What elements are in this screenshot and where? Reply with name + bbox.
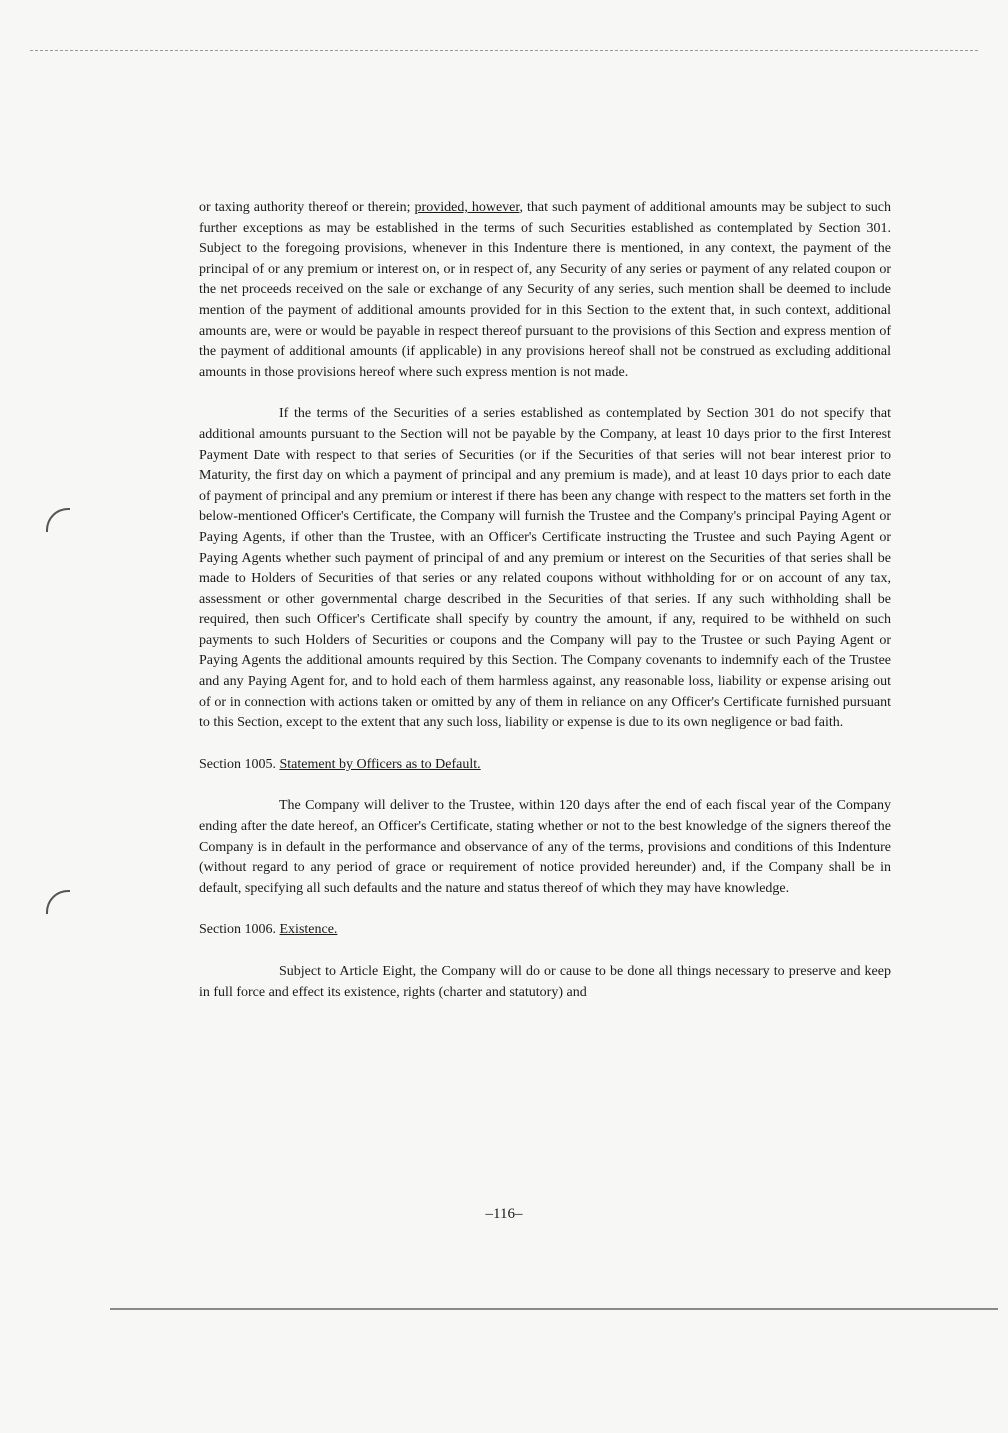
- document-body: [199, 198, 891, 1003]
- paragraph-additional-amounts: [199, 198, 891, 383]
- section-number: Section 1005.: [199, 756, 276, 772]
- paragraph-statement-by-officers: The Company will deliver to the Trustee, within 120 days after the end of each fiscal year of the Company ending after the date hereof, an Officer's Certificate, stating whether or not to the best knowledge of the signers thereof the Company is in default in the performance and observance of any of the terms, provisions and conditions of this Indenture (without regard to any period of grace or requirement of notice provided hereunder) and, if the Company shall be in default, specifying all such defaults and the nature and status thereof of which they may have knowledge.: [199, 798, 891, 896]
- section-1006-heading: [199, 920, 891, 941]
- scan-artifact-top-line: [30, 50, 978, 51]
- underlined-term: provided, however: [414, 200, 520, 215]
- page-number: –116–: [485, 1206, 523, 1222]
- text-run: or taxing authority thereof or therein;: [199, 200, 415, 215]
- section-title: Statement by Officers as to Default.: [279, 756, 481, 772]
- paragraph-withholding: If the terms of the Securities of a series established as contemplated by Section 301 do not specify that additional amounts pursuant to the Section will not be payable by the Company, at least 10 days prior to the first Interest Payment Date with respect to that series of Securities (or if the Securities of that series will not bear interest prior to Maturity, the first day on which a payment of principal and any premium is made), and at least 10 days prior to each date of payment of principal and any premium or interest if there has been any change with respect to the matters set forth in the below-mentioned Officer's Certificate, the Company will furnish the Trustee and the Company's principal Paying Agent or Paying Agents, if other than the Trustee, with an Officer's Certificate instructing the Trustee and such Paying Agent or Paying Agents whether such payment of principal of and any premium or interest on the Securities of that series shall be made to Holders of Securities of that series or any related coupons without withholding for or on account of any tax, assessment or other governmental charge described in the Securities of that series. If any such withholding shall be required, then such Officer's Certificate shall specify by country the amount, if any, required to be withheld on such payments to such Holders of Securities or coupons and the Company will pay to the Trustee or such Paying Agent or Paying Agents the additional amounts required by this Section. The Company covenants to indemnify each of the Trustee and any Paying Agent for, and to hold each of them harmless against, any reasonable loss, liability or expense arising out of or in connection with actions taken or omitted by any of them in reliance on any Officer's Certificate furnished pursuant to this Section, except to the extent that any such loss, liability or expense is due to its own negligence or bad faith.: [199, 406, 891, 731]
- section-1005-heading: [199, 755, 891, 776]
- paragraph-existence: Subject to Article Eight, the Company will do or cause to be done all things necessary to preserve and keep in full force and effect its existence, rights (charter and statutory) and: [199, 964, 891, 1000]
- scan-artifact-hole-mark: [46, 508, 70, 532]
- section-title: Existence.: [279, 922, 338, 938]
- scan-artifact-bottom-line: [110, 1308, 998, 1310]
- text-run: , that such payment of additional amounts may be subject to such further exceptions as may be established in the terms of such Securities established as contemplated by Section 301. Subject to the foregoing provisions, whenever in this Indenture there is mentioned, in any context, the payment of the principal of or any premium or interest on, or in respect of, any Security of any series or payment of any related coupon or the net proceeds received on the sale or exchange of any Security of any series, such mention shall be deemed to include mention of the payment of additional amounts provided for in this Section to the extent that, in such context, additional amounts are, were or would be payable in respect thereof pursuant to the provisions of this Section and express mention of the payment of additional amounts (if applicable) in any provisions hereof shall not be construed as excluding additional amounts in those provisions hereof where such express mention is not made.: [199, 200, 891, 380]
- scan-artifact-hole-mark: [46, 890, 70, 914]
- section-number: Section 1006.: [199, 922, 276, 938]
